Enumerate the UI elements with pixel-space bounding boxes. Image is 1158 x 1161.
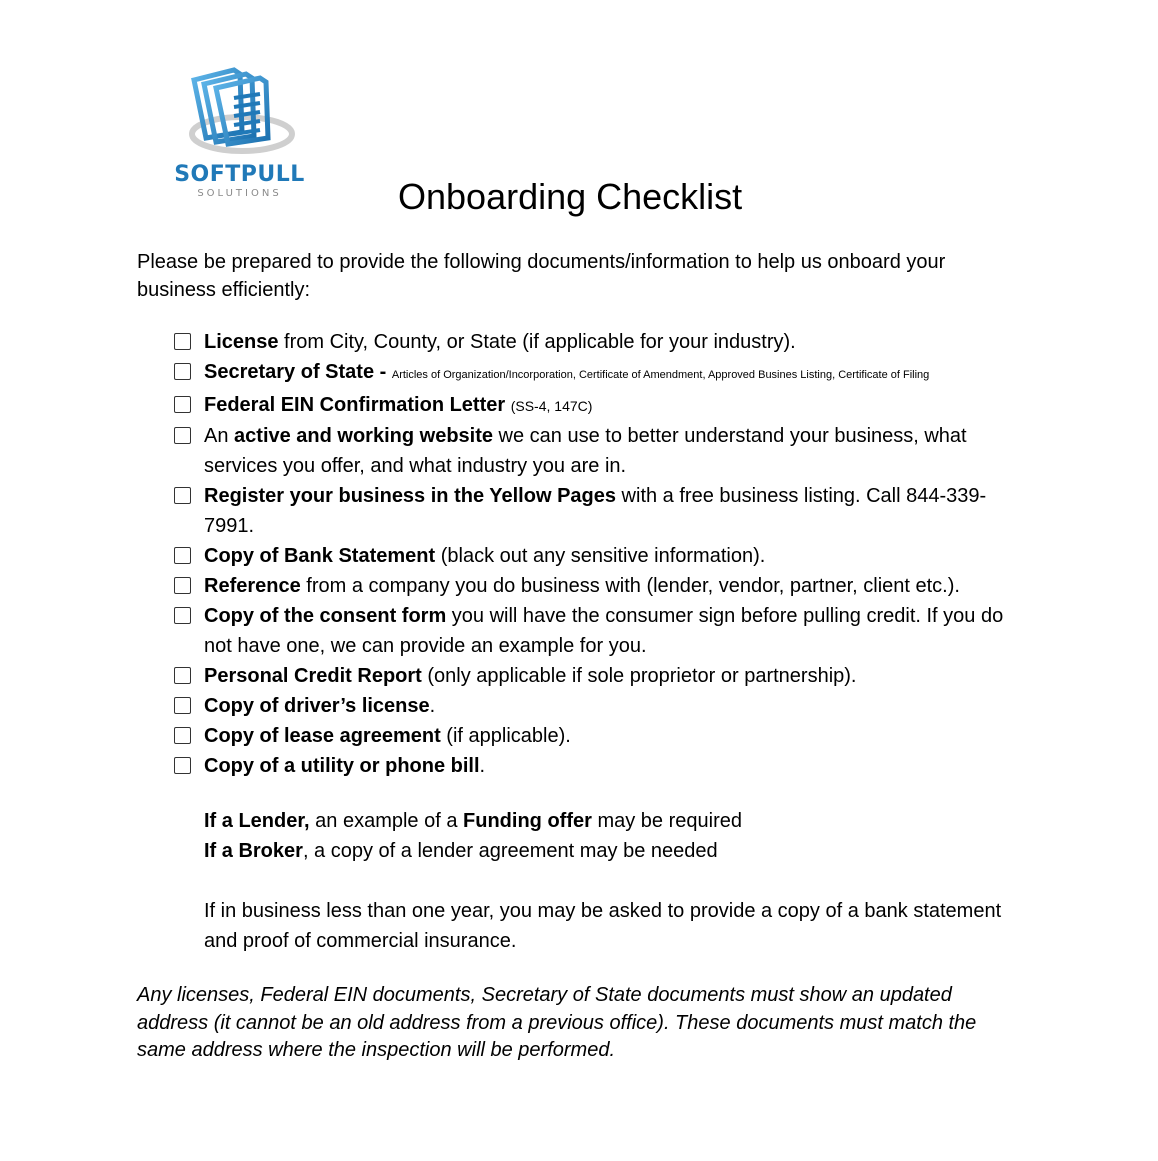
checkbox[interactable]	[174, 577, 191, 594]
lender-text-end: may be required	[591, 810, 742, 832]
item-title: Register your business in the Yellow Pages	[204, 485, 616, 507]
checklist-item	[174, 751, 1024, 781]
checklist-item	[174, 357, 1024, 390]
item-title: Copy of Bank Statement	[204, 545, 436, 567]
item-text: from City, County, or State (if applicable for your industry).	[278, 331, 796, 353]
checklist-item	[174, 390, 1024, 421]
item-detail: Articles of Organization/Incorporation, Certificate of Amendment, Approved Busines Listing, Certificate of Filing	[391, 369, 930, 381]
broker-text: , a copy of a lender agreement may be needed	[302, 840, 718, 862]
checkbox[interactable]	[174, 727, 191, 744]
item-detail: (SS-4, 147C)	[510, 398, 593, 414]
item-title: License	[204, 331, 279, 353]
item-prefix: An	[204, 425, 235, 447]
checklist-item	[174, 661, 1024, 691]
new-business-note: If in business less than one year, you may be asked to provide a copy of a bank statement and proof of commercial insurance.	[204, 900, 1002, 952]
logo-tagline: SOLUTIONS	[197, 188, 282, 199]
funding-offer-label: Funding offer	[463, 810, 592, 832]
checkbox[interactable]	[174, 757, 191, 774]
checkbox[interactable]	[174, 667, 191, 684]
softpull-logo	[172, 66, 307, 206]
broker-note	[204, 836, 1024, 866]
checklist-item	[174, 571, 1024, 601]
item-title: Reference	[204, 575, 301, 597]
checklist-item	[174, 541, 1024, 571]
lender-note	[204, 806, 1024, 836]
page-title: Onboarding Checklist	[398, 176, 743, 217]
checklist-item	[174, 601, 1024, 661]
checklist-item	[174, 691, 1024, 721]
notes-section	[204, 806, 1024, 956]
item-title: Copy of the consent form	[204, 605, 447, 627]
lender-label: If a Lender,	[204, 810, 310, 832]
checklist-item	[174, 481, 1024, 541]
item-title: Federal EIN Confirmation Letter	[204, 394, 506, 416]
checkbox[interactable]	[174, 547, 191, 564]
checkbox[interactable]	[174, 697, 191, 714]
item-text: from a company you do business with (lender, vendor, partner, client etc.).	[300, 575, 960, 597]
item-text: with a free business listing. Call 844-339-7991.	[204, 485, 987, 537]
item-title: Copy of driver’s license	[204, 695, 430, 717]
logo-wordmark: SOFTPULL	[174, 162, 305, 187]
footer-disclaimer: Any licenses, Federal EIN documents, Secretary of State documents must show an updated address (it cannot be an old address from a previous office). These documents must match the same address where the inspection will be performed.	[137, 984, 977, 1061]
item-text: .	[429, 695, 436, 717]
checkbox[interactable]	[174, 333, 191, 350]
item-title: Personal Credit Report	[204, 665, 422, 687]
item-text: you will have the consumer sign before pulling credit. If you do not have one, we can provide an example for you.	[204, 605, 1004, 657]
document-stack-icon	[172, 66, 307, 162]
item-text: .	[479, 755, 486, 777]
lender-text: an example of a	[309, 810, 464, 832]
item-text: (black out any sensitive information).	[435, 545, 766, 567]
item-text: (if applicable).	[440, 725, 571, 747]
checkbox[interactable]	[174, 363, 191, 380]
checkbox[interactable]	[174, 396, 191, 413]
checklist-item	[174, 721, 1024, 751]
checklist-item	[174, 421, 1024, 481]
item-title: Secretary of State -	[204, 361, 387, 383]
checklist	[174, 327, 1024, 781]
checklist-item	[174, 327, 1024, 357]
item-title: Copy of lease agreement	[204, 725, 441, 747]
checkbox[interactable]	[174, 427, 191, 444]
item-text: (only applicable if sole proprietor or partnership).	[421, 665, 857, 687]
checkbox[interactable]	[174, 487, 191, 504]
item-text: we can use to better understand your business, what services you offer, and what industry you are in.	[204, 425, 967, 477]
broker-label: If a Broker	[204, 840, 303, 862]
item-title: Copy of a utility or phone bill	[204, 755, 480, 777]
intro-paragraph: Please be prepared to provide the following documents/information to help us onboard your business efficiently:	[137, 251, 946, 301]
item-title: active and working website	[234, 425, 493, 447]
checkbox[interactable]	[174, 607, 191, 624]
